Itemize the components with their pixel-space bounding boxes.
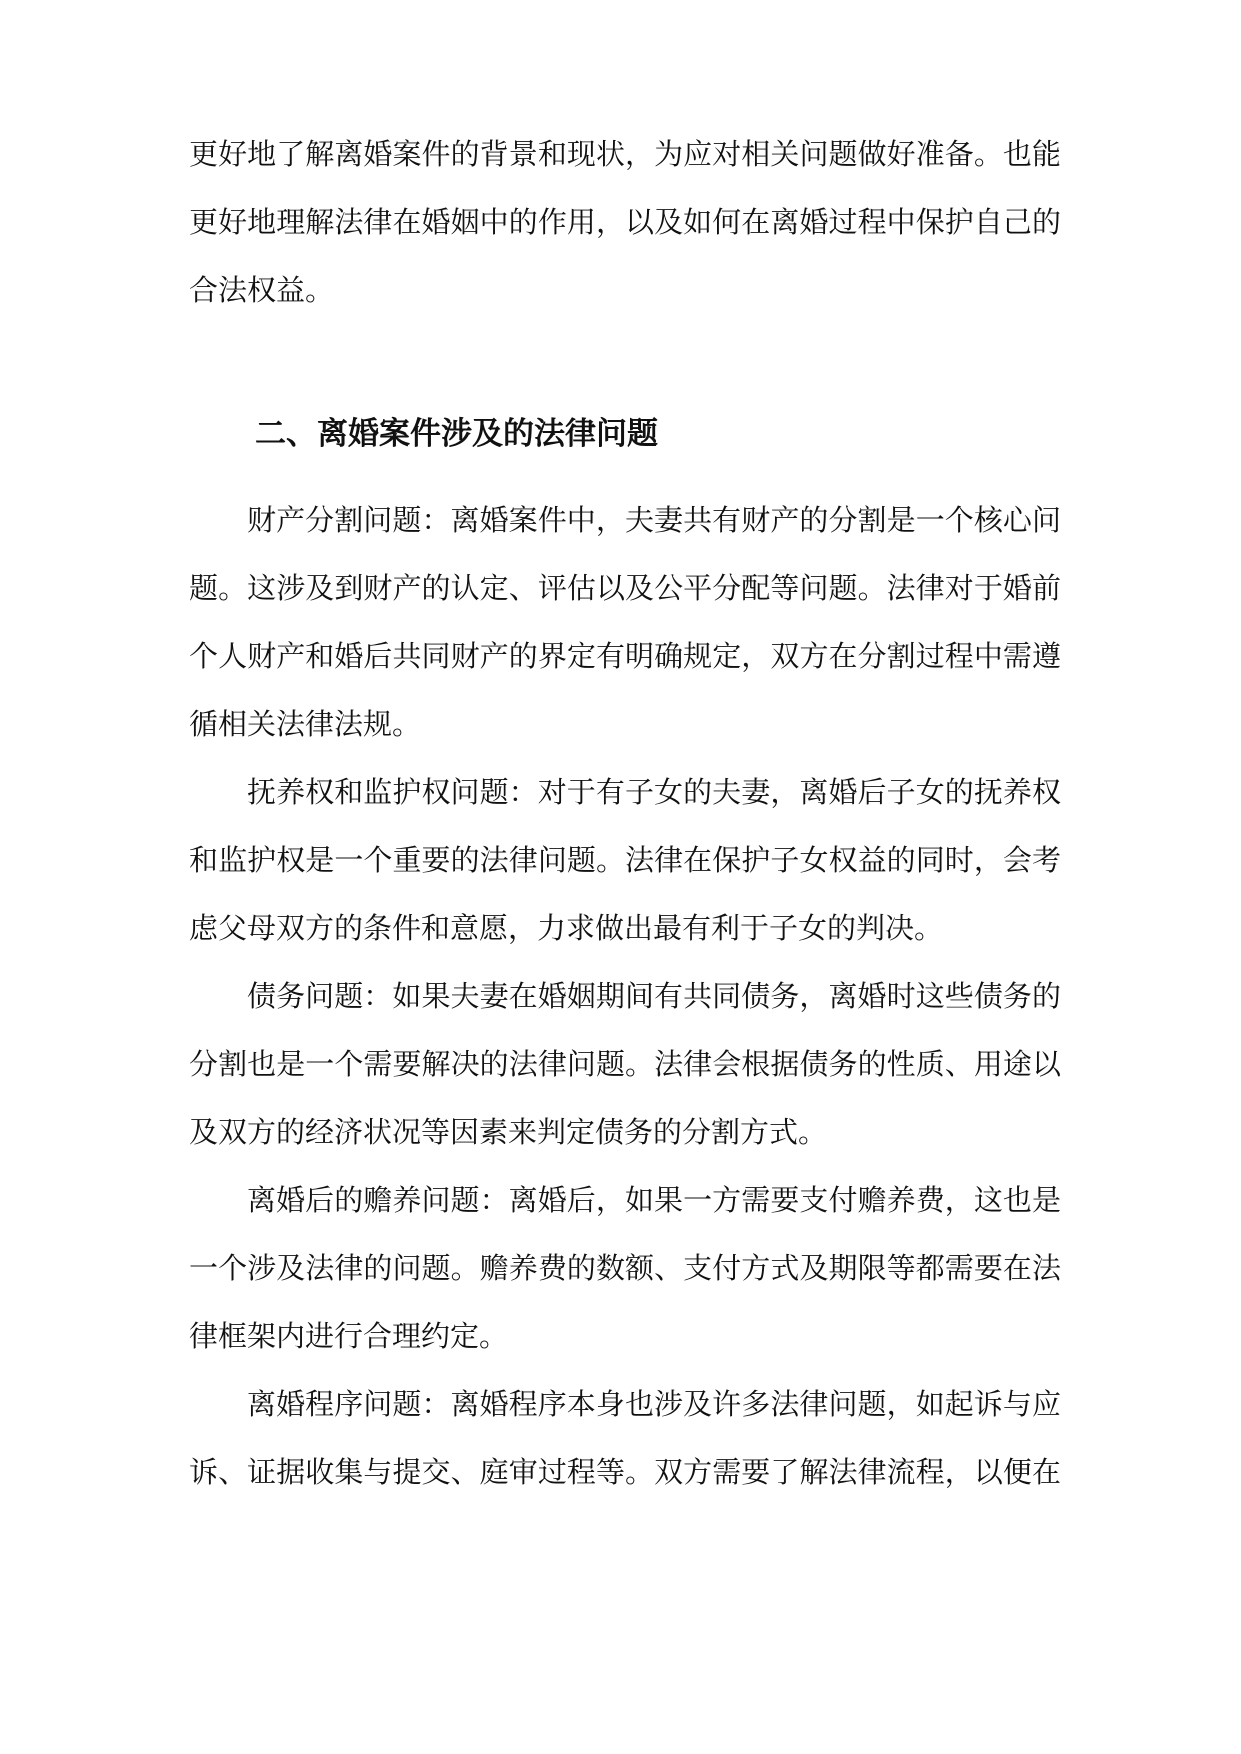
paragraph-procedure-line-1: 离婚程序问题：离婚程序本身也涉及许多法律问题，如起诉与应	[247, 1387, 1061, 1421]
paragraph-property-line-4: 循相关法律法规。	[189, 707, 422, 741]
paragraph-procedure-line-2: 诉、证据收集与提交、庭审过程等。双方需要了解法律流程，以便在	[189, 1455, 1061, 1489]
intro-line-3: 合法权益。	[189, 273, 335, 307]
paragraph-property-line-1: 财产分割问题：离婚案件中，夫妻共有财产的分割是一个核心问	[247, 503, 1061, 537]
paragraph-custody-line-3: 虑父母双方的条件和意愿，力求做出最有利于子女的判决。	[189, 911, 944, 945]
paragraph-custody-line-2: 和监护权是一个重要的法律问题。法律在保护子女权益的同时，会考	[189, 843, 1061, 877]
paragraph-debt-line-1: 债务问题：如果夫妻在婚姻期间有共同债务，离婚时这些债务的	[247, 979, 1061, 1013]
paragraph-property-line-2: 题。这涉及到财产的认定、评估以及公平分配等问题。法律对于婚前	[189, 571, 1061, 605]
paragraph-debt-line-3: 及双方的经济状况等因素来判定债务的分割方式。	[189, 1115, 828, 1149]
paragraph-custody-line-1: 抚养权和监护权问题：对于有子女的夫妻，离婚后子女的抚养权	[247, 775, 1061, 809]
section-heading: 二、离婚案件涉及的法律问题	[255, 416, 658, 452]
paragraph-alimony-line-2: 一个涉及法律的问题。赡养费的数额、支付方式及期限等都需要在法	[189, 1251, 1061, 1285]
intro-line-1: 更好地了解离婚案件的背景和现状，为应对相关问题做好准备。也能	[189, 137, 1061, 171]
paragraph-alimony-line-3: 律框架内进行合理约定。	[189, 1319, 509, 1353]
paragraph-alimony-line-1: 离婚后的赡养问题：离婚后，如果一方需要支付赡养费，这也是	[247, 1183, 1061, 1217]
intro-line-2: 更好地理解法律在婚姻中的作用，以及如何在离婚过程中保护自己的	[189, 205, 1061, 239]
paragraph-debt-line-2: 分割也是一个需要解决的法律问题。法律会根据债务的性质、用途以	[189, 1047, 1061, 1081]
paragraph-property-line-3: 个人财产和婚后共同财产的界定有明确规定，双方在分割过程中需遵	[189, 639, 1061, 673]
